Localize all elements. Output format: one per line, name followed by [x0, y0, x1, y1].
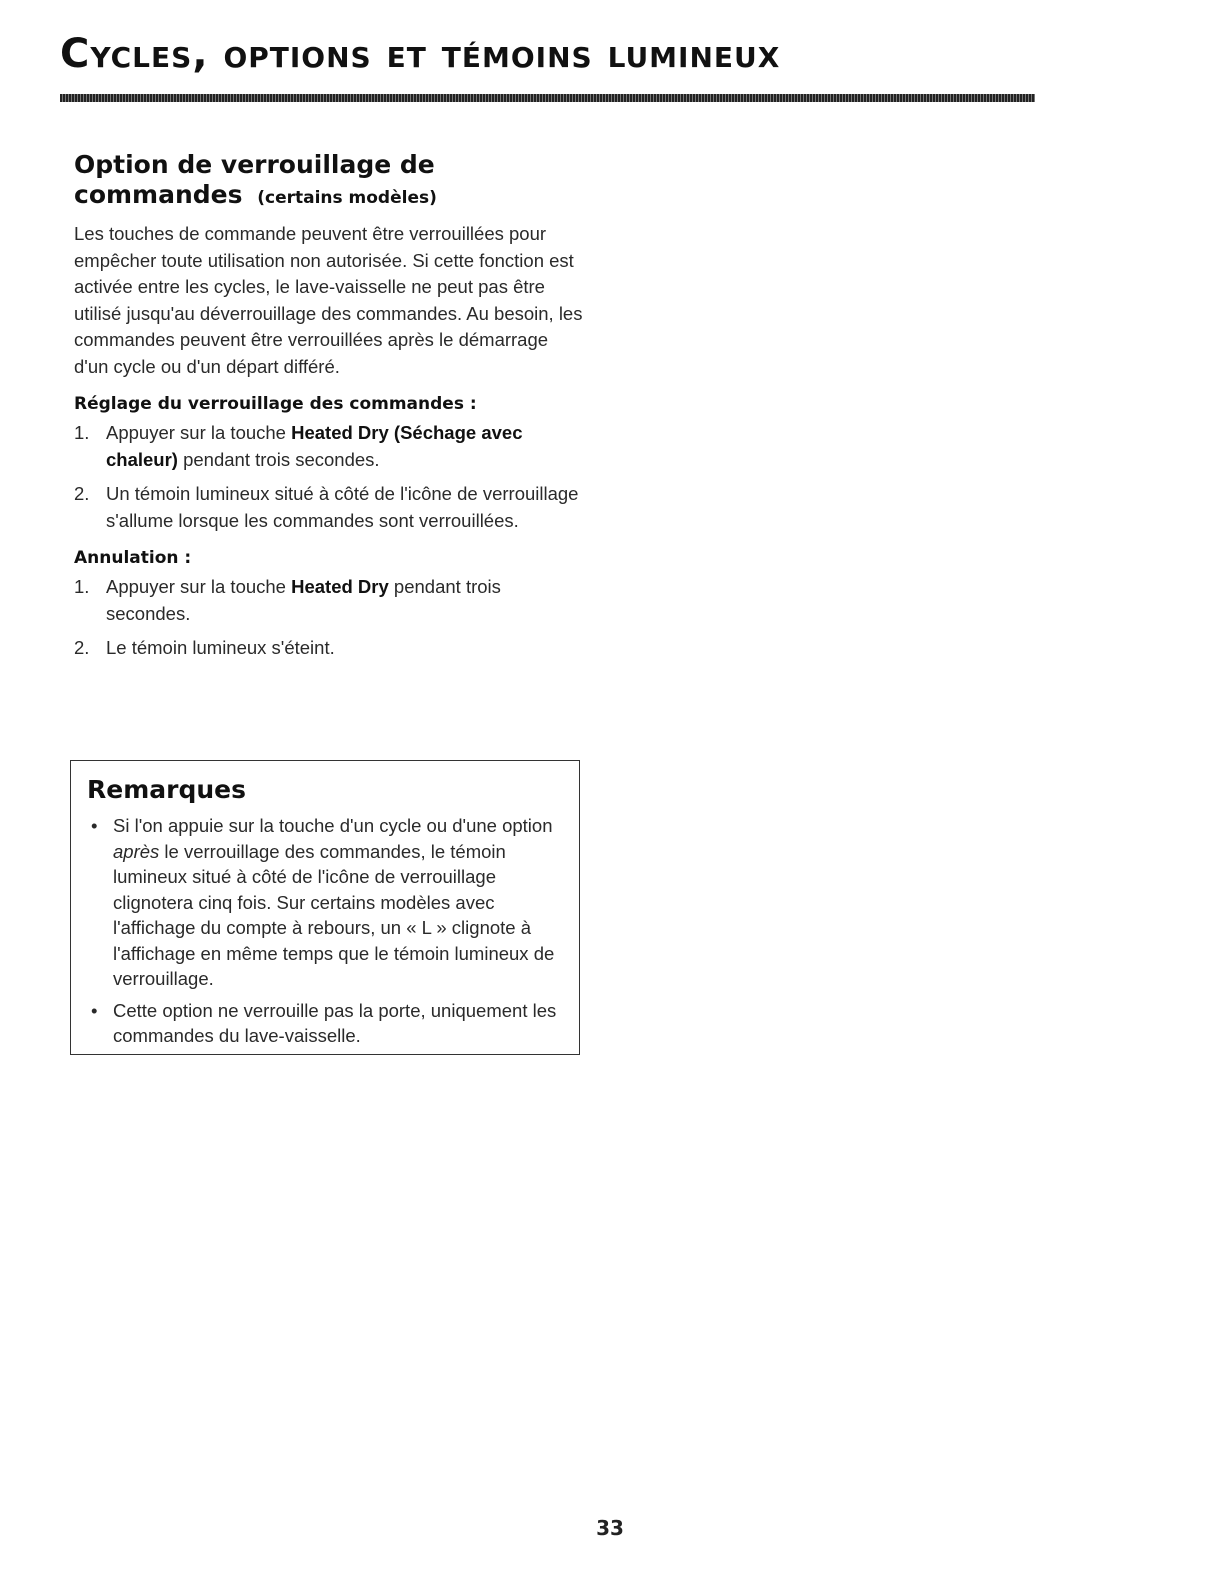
step-text-post: pendant trois secondes.: [177, 448, 380, 470]
step-number: 1.: [74, 576, 90, 597]
note-item-2: [87, 998, 565, 1049]
step-key-name: Heated Dry: [291, 576, 389, 597]
note-text-italic: après: [113, 840, 160, 862]
cancel-heading: Annulation :: [74, 548, 192, 568]
note-text-pre: Si l'on appuie sur la touche d'un cycle ou d'une option: [113, 815, 553, 836]
step-text-post: pendant trois secondes.: [106, 576, 501, 624]
step-number: 1.: [74, 422, 90, 443]
step-number: 2.: [74, 637, 90, 658]
step-text-pre: Appuyer sur la touche: [106, 422, 292, 443]
title-rule: [60, 94, 1035, 102]
note-item-1: [87, 813, 565, 992]
note-text: Cette option ne verrouille pas la porte, uniquement les commandes du lave-vaisselle.: [113, 999, 557, 1046]
setting-step-2: [74, 481, 584, 534]
main-content: [74, 150, 584, 670]
bullet-icon: •: [91, 999, 98, 1021]
section-heading-qualifier: (certains modèles): [257, 188, 437, 208]
cancel-steps: [74, 574, 584, 662]
step-number: 2.: [74, 483, 90, 504]
page-number: 33: [596, 1516, 624, 1540]
setting-heading: Réglage du verrouillage des commandes :: [74, 394, 477, 414]
cancel-step-1: [74, 574, 584, 627]
notes-title: Remarques: [87, 775, 246, 804]
notes-list: [87, 813, 565, 1049]
step-text-pre: Appuyer sur la touche: [106, 576, 292, 597]
setting-step-1: [74, 420, 584, 473]
section-heading-main: Option de verrouillage de commandes: [74, 150, 435, 209]
bullet-icon: •: [91, 815, 98, 836]
cancel-step-2: [74, 635, 584, 662]
step-text: Un témoin lumineux situé à côté de l'icône de verrouillage s'allume lorsque les commandes sont verrouillées.: [106, 483, 579, 531]
step-key-name: Heated Dry (Séchage avec chaleur): [106, 422, 523, 470]
section-heading: [74, 150, 584, 213]
note-text-post: le verrouillage des commandes, le témoin lumineux situé à côté de l'icône de verrouillage clignotera cinq fois. Sur certains modèles avec l'affichage du compte à rebours, un « L » clignote à l'affichage en même temps que le témoin lumineux de verrouillage.: [113, 840, 555, 989]
page-title: Cycles, options et témoins lumineux: [60, 31, 781, 77]
notes-box: [70, 760, 580, 1055]
step-text: Le témoin lumineux s'éteint.: [106, 637, 335, 658]
setting-steps: [74, 420, 584, 534]
intro-paragraph: Les touches de commande peuvent être verrouillées pour empêcher toute utilisation non autorisée. Si cette fonction est activée entre les cycles, le lave-vaisselle ne peut pas être utilisé jusqu'au déverrouillage des commandes. Au besoin, les commandes peuvent être verrouillées après le démarrage d'un cycle ou d'un départ différé.: [74, 223, 583, 377]
page-header: [60, 30, 1040, 102]
